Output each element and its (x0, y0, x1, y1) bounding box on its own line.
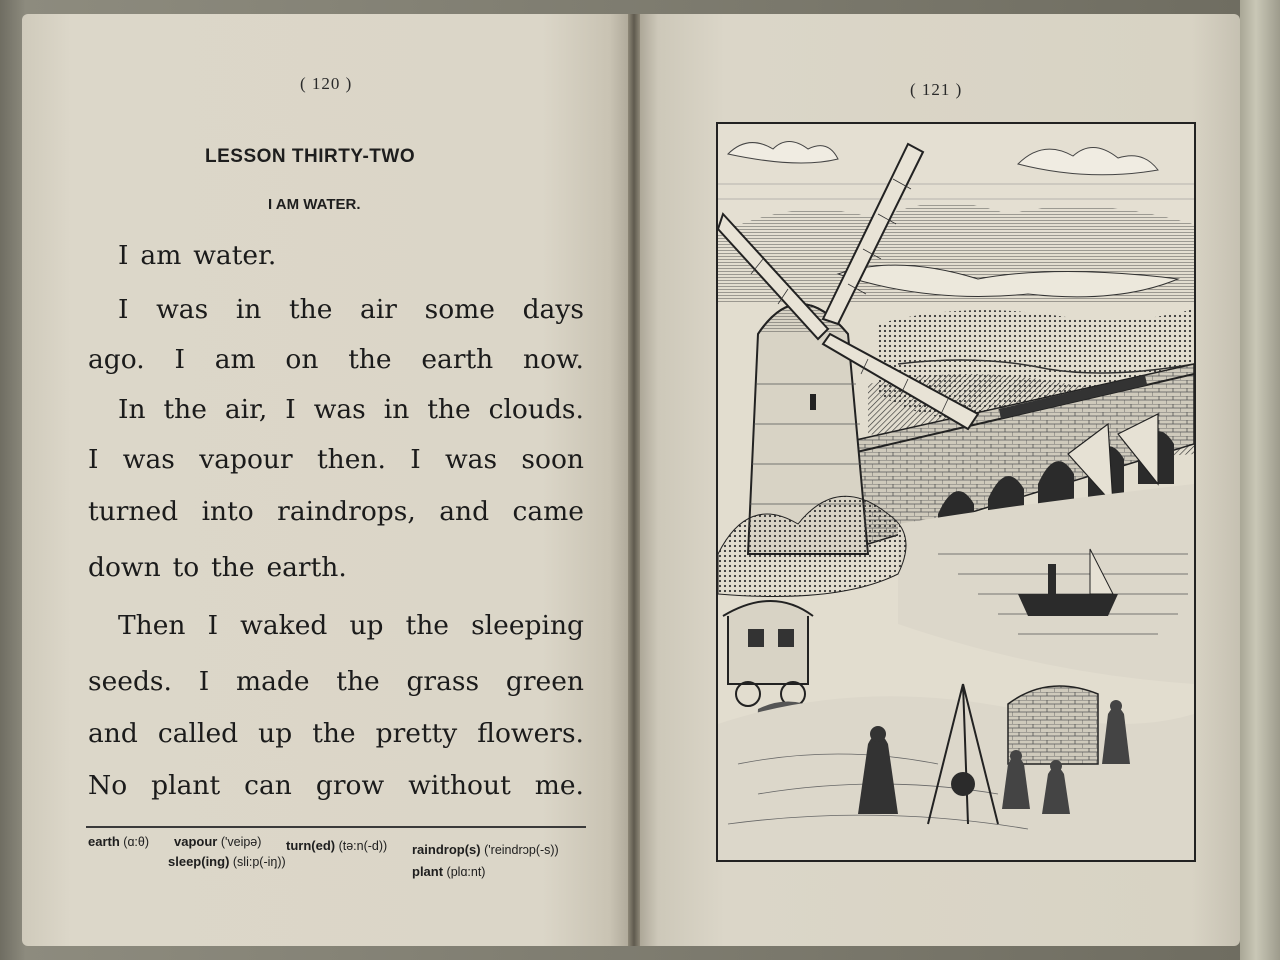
lesson-subtitle: I AM WATER. (268, 196, 361, 213)
book-gutter (628, 14, 640, 946)
text-line (88, 770, 584, 801)
vocabulary-word: raindrop(s) (412, 842, 481, 857)
text-word: and (88, 718, 138, 749)
vocabulary-entry (286, 838, 387, 853)
vocabulary-entry (412, 842, 559, 857)
text-word: up (258, 718, 293, 749)
text-word: soon (521, 444, 584, 475)
vocabulary-pronunciation: (ɑ:θ) (123, 835, 149, 849)
vocabulary-entry (174, 834, 261, 849)
text-word: Then (118, 610, 186, 641)
vocabulary-word: earth (88, 834, 120, 849)
text-word: the (288, 294, 333, 325)
text-word: No (88, 770, 128, 801)
text-word: water. (193, 240, 277, 271)
text-word: the (348, 344, 392, 375)
text-word: the (211, 552, 255, 583)
text-word: air, (224, 394, 268, 425)
text-word: flowers. (477, 718, 584, 749)
text-word: In (118, 394, 146, 425)
text-word: now. (523, 344, 584, 375)
text-word: I (198, 666, 210, 697)
text-word: days (522, 294, 584, 325)
text-word: some (424, 294, 495, 325)
text-word: air (360, 294, 397, 325)
text-line (118, 610, 584, 641)
vocabulary-word: plant (412, 864, 444, 879)
text-word: ago. (88, 344, 145, 375)
text-word: me. (534, 770, 584, 801)
text-word: I (207, 610, 219, 641)
text-word: was (313, 394, 366, 425)
text-word: can (244, 770, 292, 801)
text-line (88, 344, 584, 375)
vocabulary-pronunciation: (tə:n(-d)) (338, 839, 388, 853)
text-word: without (408, 770, 511, 801)
text-word: I (410, 444, 421, 475)
text-word: was (156, 294, 209, 325)
windmill-landscape-image (718, 124, 1194, 860)
text-word: was (122, 444, 175, 475)
text-word: to (172, 552, 200, 583)
text-word: earth. (266, 552, 347, 583)
vocabulary-entry (168, 854, 286, 869)
text-word: was (445, 444, 498, 475)
text-word: grass (406, 666, 480, 697)
text-word: the (163, 394, 207, 425)
text-word: turned (88, 496, 179, 527)
text-line (88, 496, 584, 527)
text-word: I (285, 394, 296, 425)
vocabulary-divider (86, 826, 586, 828)
text-word: raindrops, (277, 496, 416, 527)
text-word: and (439, 496, 490, 527)
text-word: in (235, 294, 262, 325)
lesson-title: LESSON THIRTY-TWO (205, 146, 416, 167)
text-word: made (235, 666, 310, 697)
page-number-left: ( 120 ) (300, 74, 353, 93)
text-word: am (140, 240, 182, 271)
text-line (88, 718, 584, 749)
text-word: vapour (199, 444, 293, 475)
text-word: called (157, 718, 239, 749)
vocabulary-entry (412, 864, 485, 879)
text-word: the (427, 394, 471, 425)
vocabulary-pronunciation: ('reindrɔp(-s)) (484, 843, 559, 857)
text-word: grow (315, 770, 385, 801)
vocabulary-pronunciation: ('veipə) (220, 835, 262, 849)
vocabulary-word: vapour (174, 834, 218, 849)
text-word: into (201, 496, 254, 527)
text-line (118, 240, 584, 271)
vocabulary-entry (88, 834, 149, 849)
text-word: clouds. (488, 394, 584, 425)
text-word: I (118, 240, 129, 271)
text-word: am (214, 344, 256, 375)
text-word: I (174, 344, 185, 375)
text-word: I (88, 444, 99, 475)
text-word: earth (421, 344, 494, 375)
text-line (118, 394, 584, 425)
text-word: the (336, 666, 380, 697)
vocabulary-word: sleep(ing) (168, 854, 230, 869)
text-word: waked (240, 610, 328, 641)
vocabulary-word: turn(ed) (286, 838, 336, 853)
text-word: the (405, 610, 449, 641)
text-word: down (88, 552, 161, 583)
text-word: green (505, 666, 584, 697)
windmill-illustration (716, 122, 1196, 862)
text-line (118, 294, 584, 325)
text-word: on (285, 344, 319, 375)
vocabulary-pronunciation: (sli:p(-iŋ)) (232, 855, 286, 869)
text-word: sleeping (471, 610, 584, 641)
text-word: pretty (375, 718, 458, 749)
text-word: in (383, 394, 410, 425)
text-word: then. (316, 444, 386, 475)
text-line (88, 666, 584, 697)
text-word: plant (151, 770, 221, 801)
text-line (88, 444, 584, 475)
book-cover-edge (1240, 0, 1280, 960)
text-word: I (118, 294, 129, 325)
text-word: seeds. (88, 666, 172, 697)
text-word: up (349, 610, 384, 641)
text-line (88, 552, 584, 583)
text-word: came (512, 496, 584, 527)
text-word: the (312, 718, 356, 749)
page-number-right: ( 121 ) (910, 80, 963, 99)
vocabulary-pronunciation: (plɑ:nt) (446, 865, 486, 879)
